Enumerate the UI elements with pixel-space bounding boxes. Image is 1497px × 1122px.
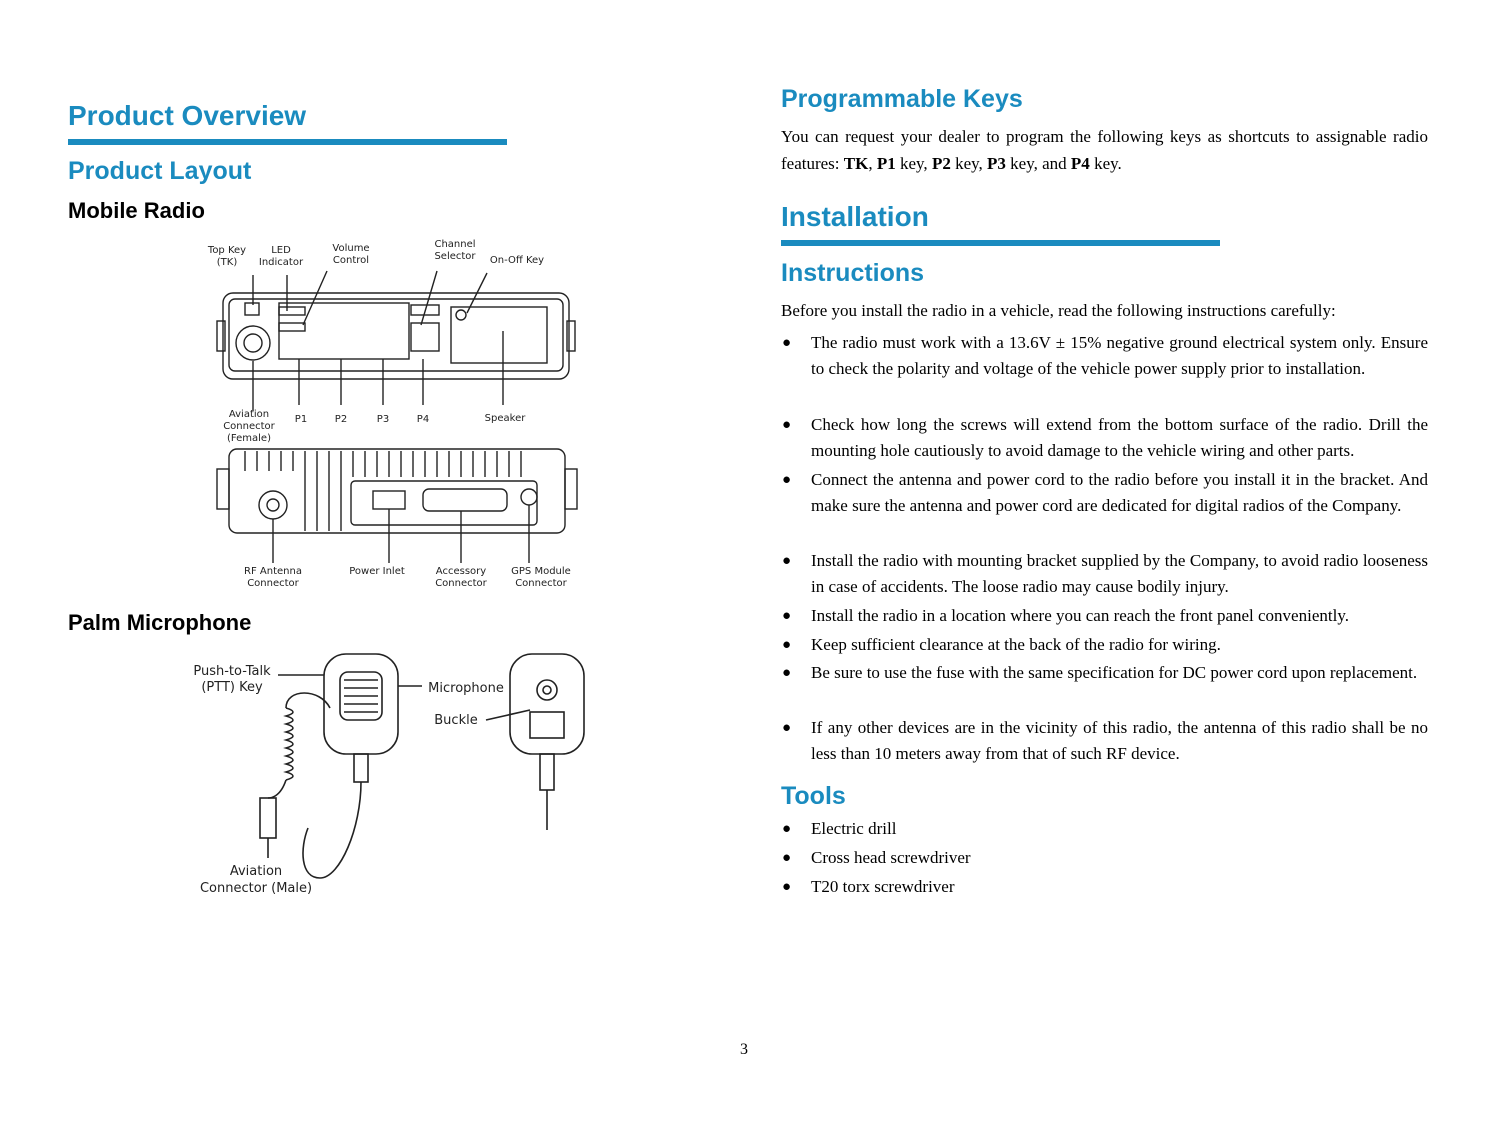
label-p4: P4 <box>416 414 430 425</box>
label-accessory: Accessory <box>435 566 487 577</box>
aviation-connector-shape <box>236 326 270 360</box>
bullet: ● <box>782 720 792 736</box>
mic-coil <box>286 708 293 780</box>
prog-sep: key, <box>895 154 932 173</box>
label-aviation: Aviation <box>228 409 270 420</box>
label-p1: P1 <box>294 414 308 425</box>
label-p2: P2 <box>334 414 348 425</box>
prog-sep: key, and <box>1005 154 1071 173</box>
prog-p1: P1 <box>876 154 896 173</box>
palm-microphone-diagram <box>190 648 590 903</box>
product-layout-heading: Product Layout <box>68 157 252 185</box>
bullet: ● <box>782 417 792 433</box>
list-item <box>782 660 1428 712</box>
page-number: 3 <box>740 1041 748 1058</box>
list-item <box>782 845 1428 871</box>
instruction-text: Install the radio in a location where you can reach the front panel conveniently. <box>811 606 1349 625</box>
instruction-text: The radio must work with a 13.6V ± 15% negative ground electrical system only. Ensure to check the polarity and voltage of the vehicle power supply prior to installation. <box>811 333 1428 378</box>
list-item <box>782 412 1428 464</box>
label-volume: Volume <box>332 243 370 254</box>
aviation-male-connector <box>260 798 276 838</box>
list-item <box>782 632 1428 658</box>
instruction-text: Install the radio with mounting bracket supplied by the Company, to avoid radio looseness in case of accidents. The loose radio may cause bodily injury. <box>811 551 1428 596</box>
instruction-text: Connect the antenna and power cord to the radio before you install it in the bracket. And make sure the antenna and power cord are dedicated for digital radios of the Company. <box>811 470 1428 515</box>
power-inlet-shape <box>373 491 405 509</box>
instruction-text: Keep sufficient clearance at the back of the radio for wiring. <box>811 635 1221 654</box>
label-top-key-sub: (TK) <box>216 257 238 268</box>
rf-connector-shape <box>259 491 287 519</box>
label-ptt-sub: (PTT) Key <box>201 680 263 695</box>
prog-sep: , <box>868 154 877 173</box>
palm-microphone-heading: Palm Microphone <box>68 610 252 635</box>
instruction-text: If any other devices are in the vicinity of this radio, the antenna of this radio shall be no less than 10 meters away from that of such RF device. <box>811 718 1428 763</box>
label-accessory-sub: Connector <box>435 578 487 589</box>
label-aviation-male: Aviation <box>229 864 283 879</box>
label-onoff: On-Off Key <box>489 255 545 266</box>
bullet: ● <box>782 637 792 653</box>
list-item <box>782 816 1428 842</box>
label-led-sub: Indicator <box>258 257 304 268</box>
label-gps-sub: Connector <box>515 578 567 589</box>
label-channel-sub: Selector <box>434 251 476 262</box>
heading-rule <box>68 139 507 145</box>
prog-p3: P3 <box>987 154 1006 173</box>
list-item <box>782 330 1428 408</box>
product-overview-heading: Product Overview <box>68 100 307 131</box>
installation-heading: Installation <box>781 201 929 232</box>
prog-tk: TK <box>843 154 869 173</box>
prog-p2: P2 <box>931 154 951 173</box>
bullet: ● <box>782 335 792 351</box>
label-ptt: Push-to-Talk <box>193 664 271 679</box>
list-item <box>782 715 1428 767</box>
prog-end: key. <box>1089 154 1122 173</box>
bullet: ● <box>782 472 792 488</box>
label-aviation-sub2: (Female) <box>227 433 271 444</box>
label-aviation-male-sub: Connector (Male) <box>199 881 313 896</box>
prog-sep: key, <box>950 154 988 173</box>
programmable-keys-text <box>781 123 1428 177</box>
heading-rule <box>781 240 1220 246</box>
mic-back-body <box>510 654 584 754</box>
label-buckle: Buckle <box>434 713 478 728</box>
bullet: ● <box>782 879 792 895</box>
list-item <box>782 467 1428 545</box>
mobile-radio-heading: Mobile Radio <box>68 198 205 223</box>
tools-heading: Tools <box>781 782 846 810</box>
bullet: ● <box>782 821 792 837</box>
radio-front-body <box>223 293 569 379</box>
label-gps: GPS Module <box>511 566 571 577</box>
list-item <box>782 603 1428 629</box>
radio-front-left-tab <box>217 321 225 351</box>
prog-text: You can request your dealer to program the following keys as shortcuts to assignable radio features: <box>781 127 1428 173</box>
tool-text: T20 torx screwdriver <box>811 877 955 896</box>
instruction-text: Be sure to use the fuse with the same specification for DC power cord upon replacement. <box>811 663 1418 682</box>
mic-cord <box>303 782 361 878</box>
tool-text: Electric drill <box>811 819 897 838</box>
mobile-radio-diagram <box>205 235 585 595</box>
radio-front-right-tab <box>567 321 575 351</box>
label-rf-sub: Connector <box>247 578 299 589</box>
prog-p4: P4 <box>1070 154 1090 173</box>
label-top-key: Top Key <box>207 245 247 256</box>
bullet: ● <box>782 553 792 569</box>
label-speaker: Speaker <box>484 413 526 424</box>
label-volume-sub: Control <box>332 255 370 266</box>
gps-connector-shape <box>521 489 537 505</box>
list-item <box>782 548 1428 600</box>
bullet: ● <box>782 665 792 681</box>
programmable-keys-heading: Programmable Keys <box>781 85 1023 113</box>
label-led: LED <box>271 245 291 256</box>
label-p3: P3 <box>376 414 390 425</box>
instruction-text: Check how long the screws will extend from the bottom surface of the radio. Drill the mounting hole cautiously to avoid damage to the vehicle wiring and other parts. <box>811 415 1428 460</box>
tool-text: Cross head screwdriver <box>811 848 971 867</box>
label-aviation-sub: Connector <box>223 421 275 432</box>
bullet: ● <box>782 608 792 624</box>
list-item <box>782 874 1428 900</box>
label-channel: Channel <box>434 239 476 250</box>
instructions-heading: Instructions <box>781 259 925 287</box>
instructions-intro: Before you install the radio in a vehicle, read the following instructions carefully: <box>781 301 1336 320</box>
label-power: Power Inlet <box>349 566 405 577</box>
accessory-connector-shape <box>423 489 507 511</box>
bullet: ● <box>782 850 792 866</box>
label-microphone: Microphone <box>428 681 504 696</box>
label-rf: RF Antenna <box>244 566 302 577</box>
